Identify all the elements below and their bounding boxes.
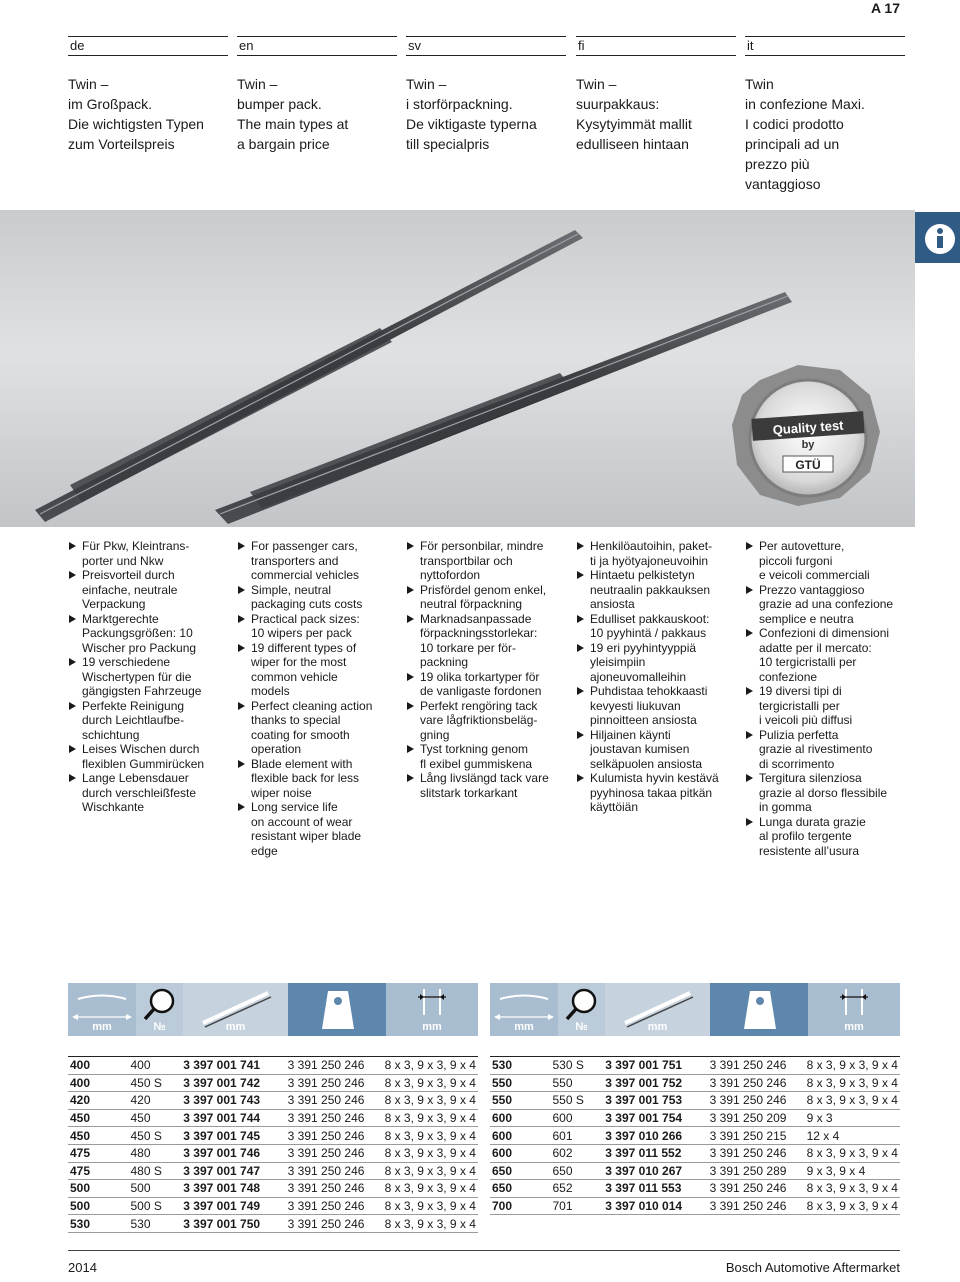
- blade-unit: mm: [647, 1021, 668, 1033]
- number-cell: 450 S: [129, 1074, 182, 1092]
- table-row: [490, 1109, 900, 1127]
- headline: Twin – bumper pack. The main types at a bargain price: [237, 76, 349, 152]
- length-cell: 500: [68, 1180, 129, 1198]
- number-cell: 480 S: [129, 1162, 182, 1180]
- list-item: Prisfördel genom enkel, neutral förpackning: [406, 583, 571, 612]
- seal-text-1: Quality test: [772, 417, 844, 438]
- lang-tag: fi: [576, 36, 736, 56]
- adapter-cell: 3 391 250 246: [286, 1127, 383, 1145]
- part-number-cell: 3 397 001 743: [181, 1092, 285, 1110]
- headline: Twin in confezione Maxi. I codici prodotto principali ad un prezzo più vantaggioso: [745, 76, 865, 192]
- number-cell: 530 S: [551, 1057, 604, 1075]
- list-item: Kulumista hyvin kestävä pyyhinosa takaa pitkän käyttöiän: [576, 771, 741, 815]
- adapter-cell: 3 391 250 289: [708, 1162, 805, 1180]
- part-number-cell: 3 397 001 744: [181, 1109, 285, 1127]
- number-label: №: [153, 1021, 166, 1033]
- table-row: [68, 1144, 478, 1162]
- table-row: [68, 1215, 478, 1233]
- info-icon: [915, 212, 960, 263]
- footer-year: 2014: [68, 1260, 97, 1275]
- table-row: [490, 1197, 900, 1215]
- table-header-left: [68, 983, 478, 1036]
- lang-column-it: [745, 36, 905, 194]
- package-header: [288, 983, 386, 1036]
- adapter-cell: 3 391 250 246: [708, 1197, 805, 1215]
- adapter-cell: 3 391 250 246: [286, 1057, 383, 1075]
- number-cell: 530: [129, 1215, 182, 1233]
- length-cell: 450: [68, 1127, 129, 1145]
- feature-list-fi: [576, 539, 741, 815]
- number-header: [136, 983, 183, 1036]
- length-cell: 600: [490, 1144, 551, 1162]
- size-cell: 8 x 3, 9 x 3, 9 x 4: [383, 1162, 478, 1180]
- lang-column-en: [237, 36, 397, 154]
- adapter-cell: 3 391 250 246: [708, 1144, 805, 1162]
- page-number: A 17: [870, 0, 900, 16]
- size-cell: 8 x 3, 9 x 3, 9 x 4: [383, 1144, 478, 1162]
- table-row: [490, 1144, 900, 1162]
- footer-brand: Bosch Automotive Aftermarket: [725, 1260, 900, 1275]
- list-item: Perfekte Reinigung durch Leichtlaufbe- schichtung: [68, 699, 233, 743]
- length-cell: 650: [490, 1162, 551, 1180]
- feature-list-de: [68, 539, 233, 815]
- adapter-header: [386, 983, 478, 1036]
- adapter-cell: 3 391 250 246: [286, 1162, 383, 1180]
- length-cell: 400: [68, 1057, 129, 1075]
- length-cell: 450: [68, 1109, 129, 1127]
- size-cell: 8 x 3, 9 x 3, 9 x 4: [383, 1092, 478, 1110]
- table-row: [490, 1057, 900, 1075]
- table-row: [68, 1162, 478, 1180]
- lang-column-sv: [406, 36, 566, 154]
- part-number-cell: 3 397 011 552: [603, 1144, 707, 1162]
- number-cell: 500: [129, 1180, 182, 1198]
- quality-seal: [732, 365, 880, 506]
- number-cell: 650: [551, 1162, 604, 1180]
- size-cell: 8 x 3, 9 x 3, 9 x 4: [383, 1074, 478, 1092]
- lang-tag: sv: [406, 36, 566, 56]
- headline: Twin – suurpakkaus: Kysytyimmät mallit edulliseen hintaan: [576, 76, 692, 152]
- part-number-cell: 3 397 001 747: [181, 1162, 285, 1180]
- adapter-unit: mm: [844, 1021, 864, 1033]
- feature-list-en: [237, 539, 402, 858]
- part-number-cell: 3 397 001 741: [181, 1057, 285, 1075]
- list-item: Lange Lebensdauer durch verschleißfeste Wischkante: [68, 771, 233, 815]
- lang-column-fi: [576, 36, 736, 154]
- blade-header: [605, 983, 710, 1036]
- table-row: [68, 1127, 478, 1145]
- number-cell: 601: [551, 1127, 604, 1145]
- list-item: 19 eri pyyhintyyppiä yleisimpiin ajoneuvomalleihin: [576, 641, 741, 685]
- list-item: Edulliset pakkauskoot: 10 pyyhintä / pakkaus: [576, 612, 741, 641]
- table-header-right: [490, 983, 900, 1036]
- adapter-cell: 3 391 250 246: [708, 1180, 805, 1198]
- part-number-cell: 3 397 001 752: [603, 1074, 707, 1092]
- part-number-cell: 3 397 001 750: [181, 1215, 285, 1233]
- length-cell: 650: [490, 1180, 551, 1198]
- adapter-cell: 3 391 250 215: [708, 1127, 805, 1145]
- size-cell: 8 x 3, 9 x 3, 9 x 4: [805, 1144, 900, 1162]
- table-row: [490, 1092, 900, 1110]
- number-label: №: [575, 1021, 588, 1033]
- adapter-cell: 3 391 250 246: [708, 1074, 805, 1092]
- length-cell: 475: [68, 1144, 129, 1162]
- product-photo: [0, 210, 915, 527]
- length-header: [68, 983, 136, 1036]
- adapter-cell: 3 391 250 209: [708, 1109, 805, 1127]
- part-number-cell: 3 397 010 266: [603, 1127, 707, 1145]
- size-cell: 8 x 3, 9 x 3, 9 x 4: [383, 1127, 478, 1145]
- list-item: Hiljainen käynti joustavan kumisen selkäpuolen ansiosta: [576, 728, 741, 772]
- table-row: [68, 1180, 478, 1198]
- headline: Twin – im Großpack. Die wichtigsten Typen zum Vorteilspreis: [68, 76, 204, 152]
- hang-tag-icon: [710, 983, 808, 1036]
- seal-text-3: GTÜ: [795, 458, 821, 472]
- number-cell: 652: [551, 1180, 604, 1198]
- size-cell: 8 x 3, 9 x 3, 9 x 4: [805, 1074, 900, 1092]
- list-item: Preisvorteil durch einfache, neutrale Verpackung: [68, 568, 233, 612]
- number-cell: 600: [551, 1109, 604, 1127]
- list-item: Hintaetu pelkistetyn neutraalin pakkauksen ansiosta: [576, 568, 741, 612]
- size-cell: 12 x 4: [805, 1127, 900, 1145]
- part-number-cell: 3 397 001 751: [603, 1057, 707, 1075]
- length-cell: 700: [490, 1197, 551, 1215]
- list-item: Prezzo vantaggioso grazie ad una confezione semplice e neutra: [745, 583, 910, 627]
- list-item: Practical pack sizes: 10 wipers per pack: [237, 612, 402, 641]
- lang-tag: it: [745, 36, 905, 56]
- length-header: [490, 983, 558, 1036]
- adapter-cell: 3 391 250 246: [286, 1215, 383, 1233]
- list-item: Henkilöautoihin, paket- ti ja hyötyajoneuvoihin: [576, 539, 741, 568]
- number-cell: 500 S: [129, 1197, 182, 1215]
- length-unit: mm: [92, 1021, 112, 1033]
- size-cell: 8 x 3, 9 x 3, 9 x 4: [383, 1109, 478, 1127]
- number-cell: 602: [551, 1144, 604, 1162]
- number-cell: 550: [551, 1074, 604, 1092]
- adapter-cell: 3 391 250 246: [286, 1180, 383, 1198]
- length-cell: 500: [68, 1197, 129, 1215]
- length-cell: 530: [68, 1215, 129, 1233]
- list-item: Perfect cleaning action thanks to special coating for smooth operation: [237, 699, 402, 757]
- number-header: [558, 983, 605, 1036]
- adapter-cell: 3 391 250 246: [286, 1197, 383, 1215]
- size-cell: 8 x 3, 9 x 3, 9 x 4: [805, 1197, 900, 1215]
- table-row: [68, 1197, 478, 1215]
- lang-tag: de: [68, 36, 228, 56]
- table-row: [490, 1074, 900, 1092]
- list-item: Long service life on account of wear resistant wiper blade edge: [237, 800, 402, 858]
- lang-tag: en: [237, 36, 397, 56]
- number-cell: 400: [129, 1057, 182, 1075]
- list-item: Confezioni di dimensioni adatte per il mercato: 10 tergicristalli per confezione: [745, 626, 910, 684]
- blade-unit: mm: [225, 1021, 246, 1033]
- size-cell: 8 x 3, 9 x 3, 9 x 4: [805, 1092, 900, 1110]
- list-item: Pulizia perfetta grazie al rivestimento di scorrimento: [745, 728, 910, 772]
- length-cell: 475: [68, 1162, 129, 1180]
- adapter-cell: 3 391 250 246: [286, 1109, 383, 1127]
- list-item: Tergitura silenziosa grazie al dorso flessibile in gomma: [745, 771, 910, 815]
- list-item: 19 different types of wiper for the most common vehicle models: [237, 641, 402, 699]
- list-item: For passenger cars, transporters and commercial vehicles: [237, 539, 402, 583]
- list-item: Leises Wischen durch flexiblen Gummirücken: [68, 742, 233, 771]
- part-number-cell: 3 397 010 014: [603, 1197, 707, 1215]
- footer-divider: [68, 1250, 900, 1251]
- adapter-cell: 3 391 250 246: [708, 1092, 805, 1110]
- part-number-cell: 3 397 001 746: [181, 1144, 285, 1162]
- table-row: [490, 1127, 900, 1145]
- size-cell: 8 x 3, 9 x 3, 9 x 4: [805, 1180, 900, 1198]
- list-item: Blade element with flexible back for less wiper noise: [237, 757, 402, 801]
- number-cell: 480: [129, 1144, 182, 1162]
- part-number-cell: 3 397 001 754: [603, 1109, 707, 1127]
- adapter-cell: 3 391 250 246: [708, 1057, 805, 1075]
- seal-text-2: by: [801, 439, 815, 451]
- list-item: Für Pkw, Kleintrans- porter und Nkw: [68, 539, 233, 568]
- part-number-cell: 3 397 010 267: [603, 1162, 707, 1180]
- list-item: Lunga durata grazie al profilo tergente resistente all’usura: [745, 815, 910, 859]
- table-row: [68, 1057, 478, 1075]
- part-number-cell: 3 397 001 742: [181, 1074, 285, 1092]
- list-item: Simple, neutral packaging cuts costs: [237, 583, 402, 612]
- part-number-cell: 3 397 001 745: [181, 1127, 285, 1145]
- length-unit: mm: [514, 1021, 534, 1033]
- length-cell: 600: [490, 1127, 551, 1145]
- size-cell: 8 x 3, 9 x 3, 9 x 4: [383, 1057, 478, 1075]
- adapter-cell: 3 391 250 246: [286, 1092, 383, 1110]
- product-table-left: [68, 1056, 478, 1233]
- part-number-cell: 3 397 001 748: [181, 1180, 285, 1198]
- length-cell: 600: [490, 1109, 551, 1127]
- lang-column-de: [68, 36, 228, 154]
- size-cell: 9 x 3: [805, 1109, 900, 1127]
- length-cell: 550: [490, 1074, 551, 1092]
- blade-header: [183, 983, 288, 1036]
- list-item: Per autovetture, piccoli furgoni e veicoli commerciali: [745, 539, 910, 583]
- hang-tag-icon: [288, 983, 386, 1036]
- list-item: Marknadsanpassade förpackningsstorlekar: 10 torkare per för- packning: [406, 612, 571, 670]
- feature-list-sv: [406, 539, 571, 800]
- size-cell: 8 x 3, 9 x 3, 9 x 4: [383, 1180, 478, 1198]
- list-item: Perfekt rengöring tack vare lågfriktionsbeläg- gning: [406, 699, 571, 743]
- headline: Twin – i storförpackning. De viktigaste typerna till specialpris: [406, 76, 537, 152]
- size-cell: 8 x 3, 9 x 3, 9 x 4: [383, 1197, 478, 1215]
- length-cell: 550: [490, 1092, 551, 1110]
- table-row: [68, 1074, 478, 1092]
- list-item: 19 olika torkartyper för de vanligaste fordonen: [406, 670, 571, 699]
- list-item: 19 verschiedene Wischertypen für die gängigsten Fahrzeuge: [68, 655, 233, 699]
- table-row: [68, 1092, 478, 1110]
- adapter-header: [808, 983, 900, 1036]
- part-number-cell: 3 397 001 753: [603, 1092, 707, 1110]
- number-cell: 450: [129, 1109, 182, 1127]
- adapter-cell: 3 391 250 246: [286, 1144, 383, 1162]
- list-item: Puhdistaa tehokkaasti kevyesti liukuvan pinnoitteen ansiosta: [576, 684, 741, 728]
- list-item: För personbilar, mindre transportbilar och nyttofordon: [406, 539, 571, 583]
- package-header: [710, 983, 808, 1036]
- wiper-blades-illustration: [0, 210, 915, 527]
- length-cell: 400: [68, 1074, 129, 1092]
- size-cell: 8 x 3, 9 x 3, 9 x 4: [805, 1057, 900, 1075]
- number-cell: 420: [129, 1092, 182, 1110]
- length-cell: 530: [490, 1057, 551, 1075]
- part-number-cell: 3 397 001 749: [181, 1197, 285, 1215]
- list-item: 19 diversi tipi di tergicristalli per i veicoli più diffusi: [745, 684, 910, 728]
- list-item: Marktgerechte Packungsgrößen: 10 Wischer pro Packung: [68, 612, 233, 656]
- size-cell: 9 x 3, 9 x 4: [805, 1162, 900, 1180]
- adapter-unit: mm: [422, 1021, 442, 1033]
- length-cell: 420: [68, 1092, 129, 1110]
- number-cell: 550 S: [551, 1092, 604, 1110]
- list-item: Tyst torkning genom fl exibel gummiskena: [406, 742, 571, 771]
- list-item: Lång livslängd tack vare slitstark torkarkant: [406, 771, 571, 800]
- table-row: [490, 1180, 900, 1198]
- table-row: [68, 1109, 478, 1127]
- wiper-blade-lower: [215, 292, 792, 524]
- number-cell: 701: [551, 1197, 604, 1215]
- table-row: [490, 1162, 900, 1180]
- part-number-cell: 3 397 011 553: [603, 1180, 707, 1198]
- product-table-right: [490, 1056, 900, 1215]
- feature-list-it: [745, 539, 910, 858]
- number-cell: 450 S: [129, 1127, 182, 1145]
- size-cell: 8 x 3, 9 x 3, 9 x 4: [383, 1215, 478, 1233]
- adapter-cell: 3 391 250 246: [286, 1074, 383, 1092]
